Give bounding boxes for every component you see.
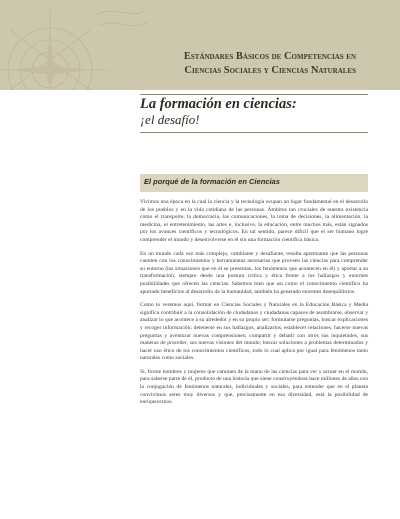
body-paragraph: Vivimos una época en la cual la ciencia y la tecnología ocupan un lugar fundamental en el desarrollo de los pueblos y en la vida cotidiana de las personas. Ámbitos tan cruciales de nuestra existencia como el transporte, la democracia, las comunicaciones, la toma de decisiones, la alimentación, la medicina, el entretenimiento, las artes e, inclusive, la educación, entre muchos más, están signados por los avances científicos y tecnológicos. En tal sentido, parece difícil que el ser humano logre comprender el mundo y desenvolverse en él sin una formación científica básica. [140,199,368,243]
chapter-title-line2: ¡el desafío! [140,112,200,127]
series-title-line2: Ciencias Sociales y Ciencias Naturales [184,65,356,76]
body-text [140,199,368,413]
body-paragraph: Como lo veremos aquí, formar en Ciencias Sociales y Naturales en la Educación Básica y Media significa contribuir a la consolidación de ciudadanos y ciudadanas capaces de asombrarse, observar y analizar lo que acontece a su alrededor y en su propio ser; formularse preguntas, buscar explicaciones y recoger información; detenerse en sus hallazgos, analizarlos, establecer relaciones, hacerse nuevas preguntas y aventurar nuevas comprensiones; compartir y debatir con otros sus inquietudes, sus maneras de proceder, sus nuevas visiones del mundo; buscar soluciones a problemas determinados y hacer uso ético de los conocimientos científicos, todo lo cual aplica por igual para fenómenos tanto naturales como sociales. [140,302,368,362]
title-rule-top [140,94,368,95]
title-rule-bottom [140,132,368,133]
compass-rose-illustration [0,0,150,90]
series-title-line1: Estándares Básicos de Competencias en [183,51,356,62]
series-title [136,50,356,78]
chapter-title [140,96,370,128]
body-paragraph: En un mundo cada vez más complejo, cambiante y desafiante, resulta apremiante que las personas cuenten con los conocimientos y herramientas necesarias que proveen las ciencias para comprender su entorno (las situaciones que en él se presentan, los fenómenos que acontecen en él) y aportar a su transformación, siempre desde una postura crítica y ética frente a los hallazgos y enormes posibilidades que ofrecen las ciencias. Sabemos bien que así como el conocimiento científico ha aportado beneficios al desarrollo de la humanidad, también ha generado enormes desequilibrios. [140,250,368,295]
body-paragraph: Si, forme hombres y mujeres que caminen de la mano de las ciencias para ver y actuar en el mundo, para saberse parte de él, producto de una historia que siene construyéndose hace millones de años con la conjugación de fenómenos naturales, individuales y sociales, para entender que en el planeta convivimos seres muy diversos y que, precisamente en esa diversidad, está la posibilidad de enriquecernos. [140,368,368,406]
section-heading: El porqué de la formación en Ciencias [144,177,280,186]
chapter-title-line1: La formación en ciencias: [140,96,297,112]
